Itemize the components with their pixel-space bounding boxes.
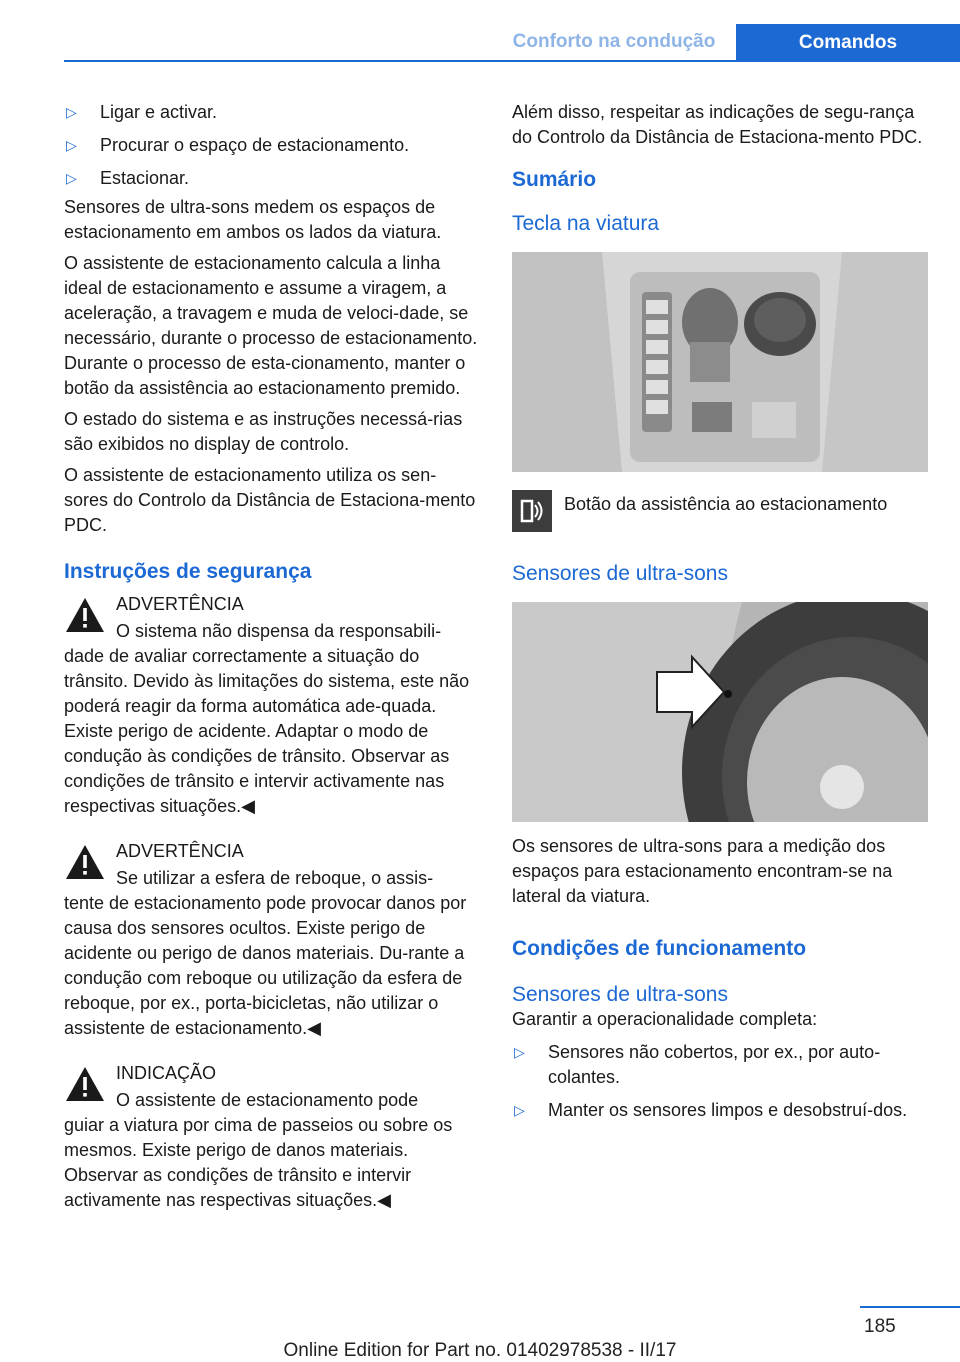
center-console-photo [512, 252, 928, 472]
header-tab: Comandos [736, 24, 960, 62]
summary-heading: Sumário [512, 168, 597, 191]
triangle-bullet-icon: ▷ [66, 137, 77, 153]
page-number-rule [860, 1306, 960, 1308]
triangle-bullet-icon: ▷ [66, 104, 77, 120]
warning-title: ADVERTÊNCIA [116, 841, 244, 861]
triangle-bullet-icon: ▷ [514, 1044, 525, 1060]
header-section: Conforto na condução [512, 31, 716, 52]
warning-text: dade de avaliar correctamente a situação do trânsito. Devido às limitações do sistema, este não poderá reagir da forma automática ade-quada. Existe perigo de acidente. Adaptar o modo de condução às condições de trânsito. Observar as condições de trânsito e intervir activamente nas respectivas situações.◀ [64, 646, 470, 816]
paragraph: O assistente de estacionamento utiliza os sen-sores do Controlo da Distância de Estaciona-mento PDC. [64, 465, 476, 535]
bullet-item: ▷ Manter os sensores limpos e desobstruí-dos. [512, 1098, 928, 1123]
warning-first-line: Se utilizar a esfera de reboque, o assis- [116, 868, 434, 888]
paragraph: O estado do sistema e as instruções necessá-rias são exibidos no display de controlo. [64, 409, 463, 454]
page-number: 185 [864, 1316, 896, 1337]
warning-first-line: O sistema não dispensa da responsabili- [116, 621, 442, 641]
notice-text: guiar a viatura por cima de passeios ou sobre os mesmos. Existe perigo de danos materiais. Observar as condições de trânsito e intervir activamente nas respectivas situações.◀ [64, 1115, 453, 1210]
paragraph: O assistente de estacionamento calcula a linha ideal de estacionamento e assume a viragem, a aceleração, a travagem e muda de veloci-dade, se necessário, durante o processo de estacionamento. Durante o processo de esta-cionamento, manter o botão da assistência ao estacionamento premido. [64, 253, 478, 398]
triangle-bullet-icon: ▷ [514, 1102, 525, 1118]
warning-title: ADVERTÊNCIA [116, 594, 244, 614]
safety-heading: Instruções de segurança [64, 560, 312, 583]
bullet-item: ▷ Procurar o espaço de estacionamento. [64, 133, 478, 158]
conditions-text: Garantir a operacionalidade completa: [512, 1009, 818, 1029]
warning-block [64, 592, 478, 819]
warning-text: tente de estacionamento pode provocar danos por causa dos sensores ocultos. Existe perigo de acidente ou perigo de danos materiais. Du-rante a condução com reboque ou utilização da esfera de reboque, por ex., porta-bicicletas, não utilizar o assistente de estacionamento.◀ [64, 893, 467, 1038]
right-column [512, 100, 928, 1131]
ultrasonic-sensor-photo [512, 602, 928, 822]
warning-block [64, 839, 478, 1041]
header-rule [64, 60, 960, 62]
left-column [64, 100, 478, 1219]
notice-first-line: O assistente de estacionamento pode [116, 1090, 419, 1110]
button-heading: Tecla na viatura [512, 212, 660, 235]
conditions-heading: Condições de funcionamento [512, 937, 807, 960]
notice-title: INDICAÇÃO [116, 1063, 217, 1083]
bullet-item: ▷ Ligar e activar. [64, 100, 478, 125]
sensors-heading: Sensores de ultra-sons [512, 562, 728, 585]
park-assist-button-icon [512, 490, 552, 532]
paragraph: Sensores de ultra-sons medem os espaços de estacionamento em ambos os lados da viatura. [64, 197, 442, 242]
footer-text: Online Edition for Part no. 01402978538 - II/17 [283, 1340, 677, 1361]
conditions-subheading: Sensores de ultra-sons [512, 983, 728, 1006]
triangle-bullet-icon: ▷ [66, 170, 77, 186]
warning-triangle-icon [64, 843, 106, 881]
warning-triangle-icon [64, 1065, 106, 1103]
warning-triangle-icon [64, 596, 106, 634]
bullet-item: ▷ Sensores não cobertos, por ex., por auto-colantes. [512, 1040, 928, 1090]
sensors-caption: Os sensores de ultra-sons para a medição dos espaços para estacionamento encontram-se na lateral da viatura. [512, 836, 893, 906]
paragraph: Além disso, respeitar as indicações de segu-rança do Controlo da Distância de Estaciona-mento PDC. [512, 102, 923, 147]
bullet-item: ▷ Estacionar. [64, 166, 478, 191]
notice-block [64, 1061, 478, 1213]
button-caption: Botão da assistência ao estacionamento [512, 490, 928, 532]
